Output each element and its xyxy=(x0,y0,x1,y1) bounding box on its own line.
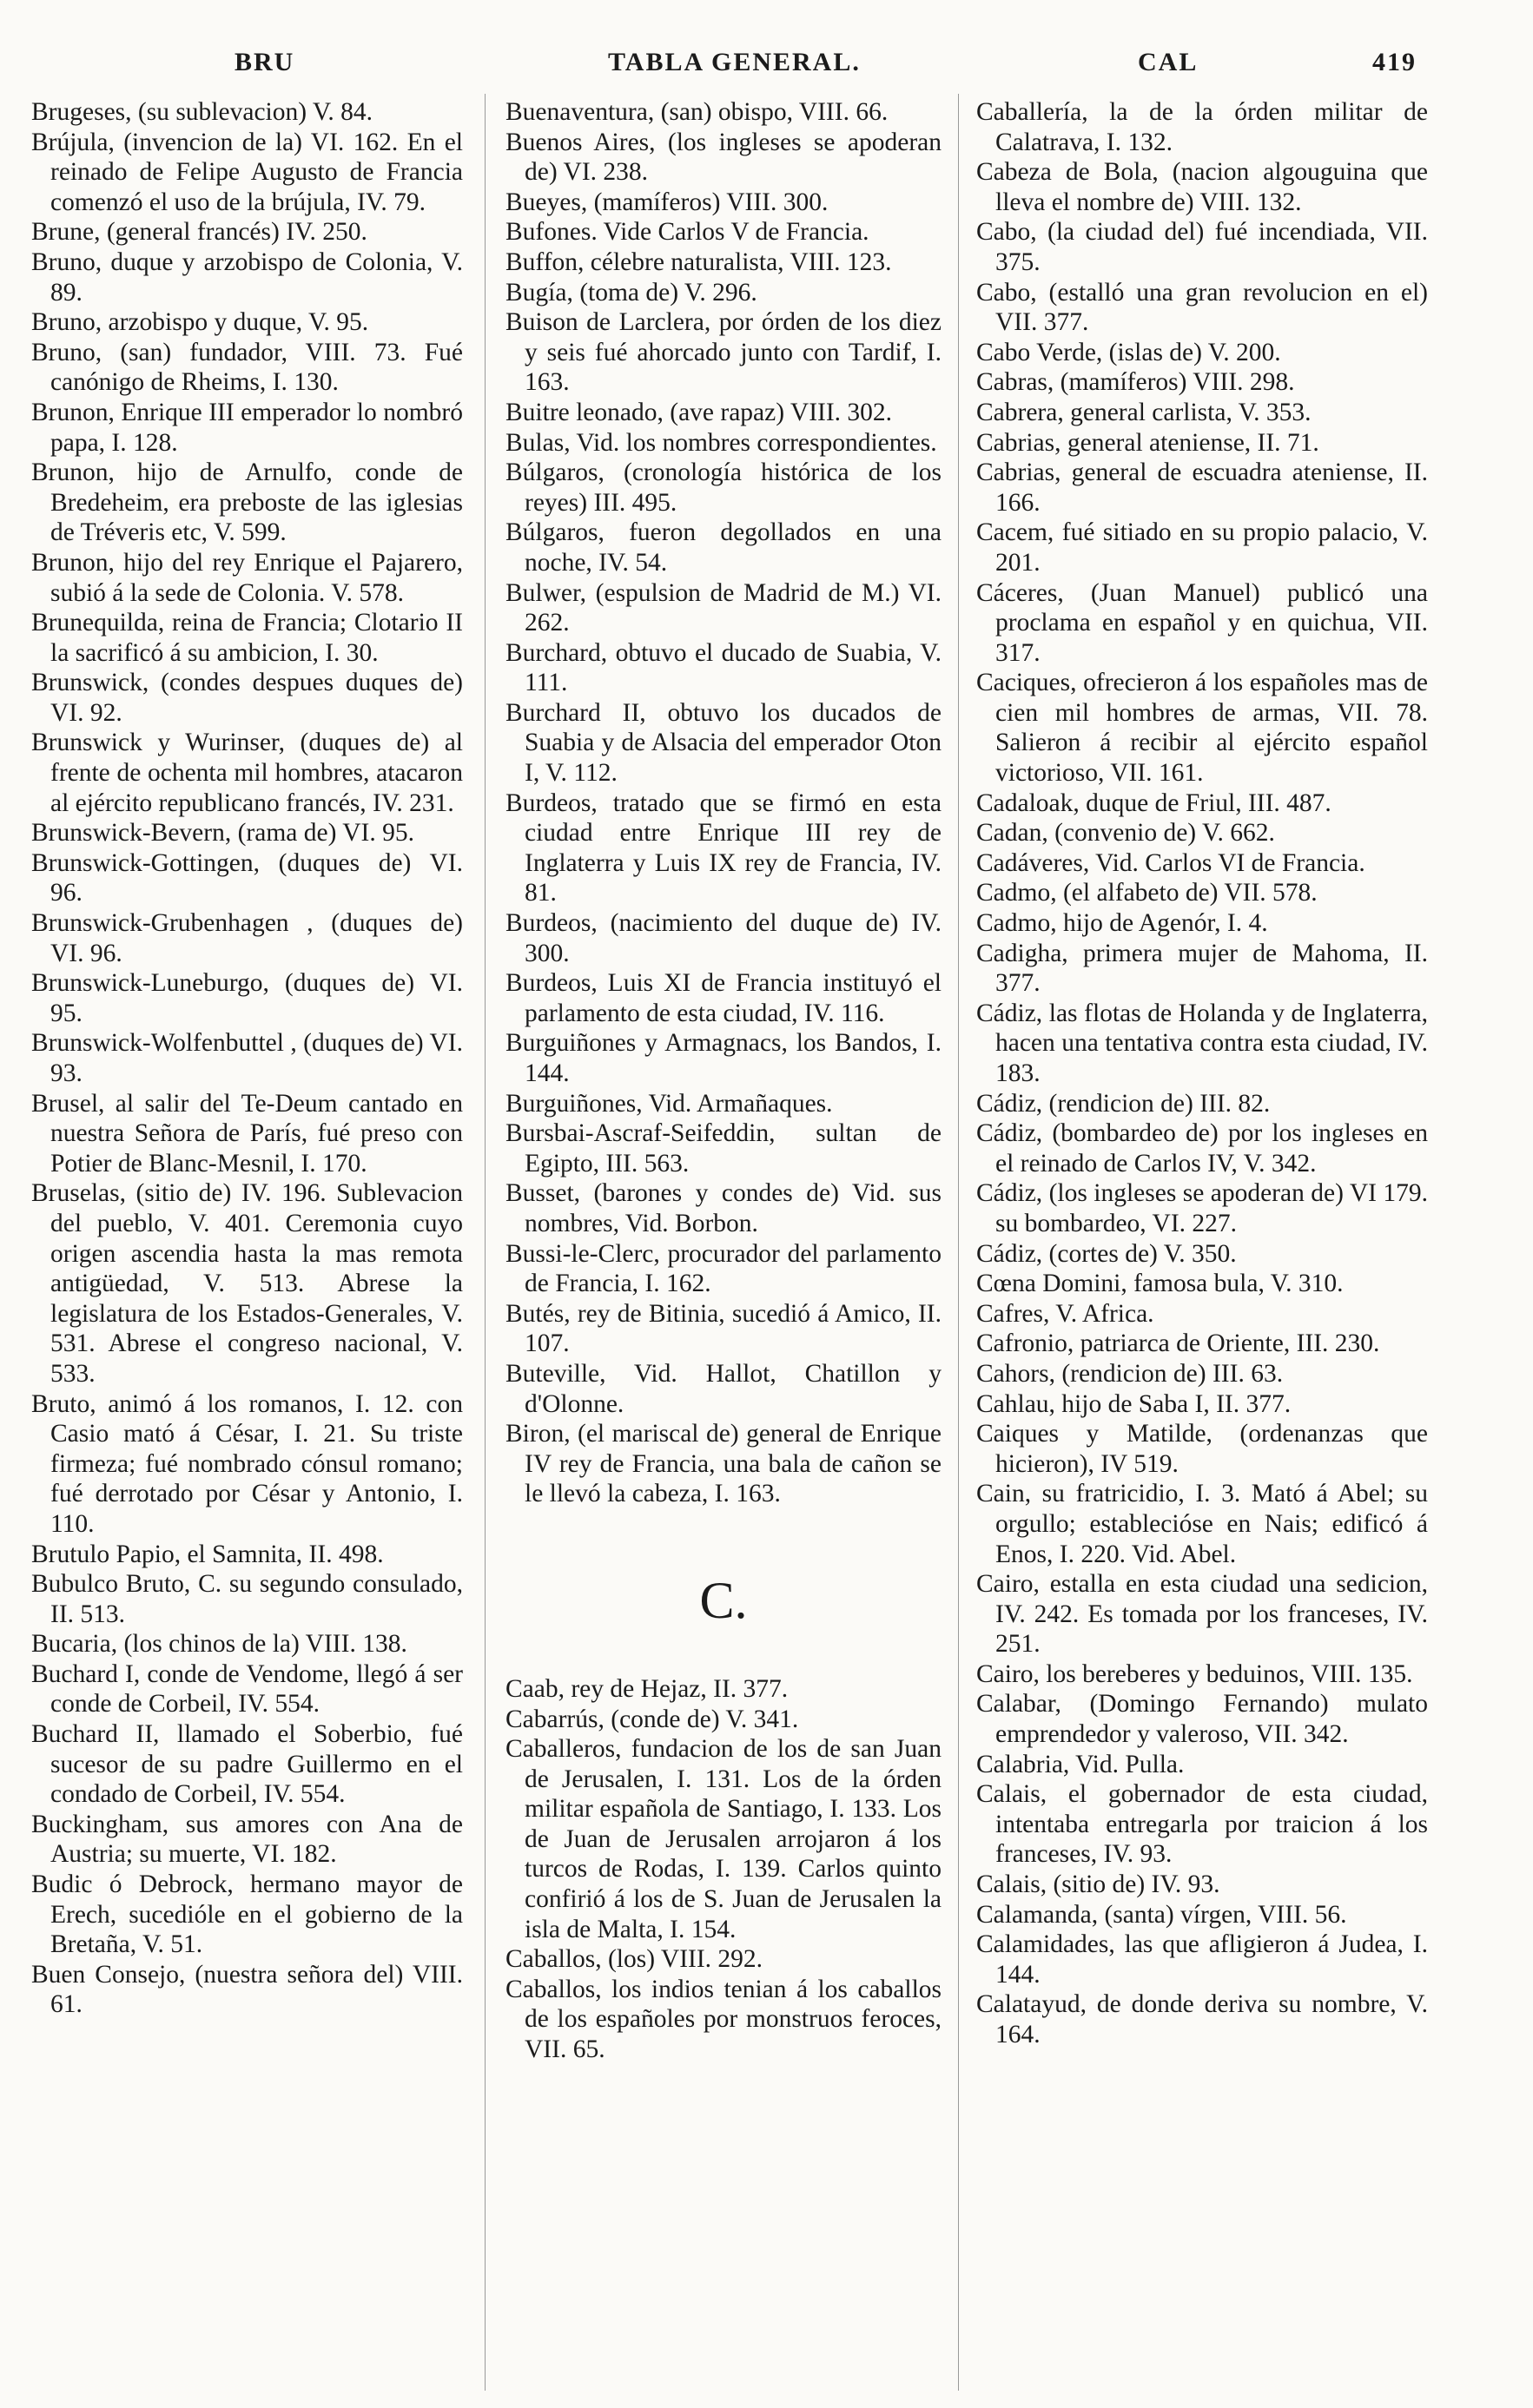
index-entry: Búlgaros, (cronología histórica de los reyes) III. 495. xyxy=(505,459,942,517)
index-entry: Cœna Domini, famosa bula, V. 310. xyxy=(976,1270,1344,1298)
index-entry: Bruto, animó á los romanos, I. 12. con Casio mató á César, I. 21. Su triste firmeza; fué nombrado cónsul romano; fué derrotado por César y Antonio, I. 110. xyxy=(31,1389,463,1538)
index-entry: Calatayud, de donde deriva su nombre, V. 164. xyxy=(976,1990,1428,2048)
index-entry: Buckingham, sus amores con Ana de Austria; su muerte, VI. 182. xyxy=(31,1810,463,1869)
column-divider xyxy=(485,94,486,2391)
index-entry: Brunon, hijo del rey Enrique el Pajarero, subió á la sede de Colonia. V. 578. xyxy=(31,548,463,607)
index-entry: Bulas, Vid. los nombres correspondientes. xyxy=(505,428,937,457)
index-entry: Burdeos, tratado que se firmó en esta ciudad entre Enrique III rey de Inglaterra y Luis IX rey de Francia, IV. 81. xyxy=(505,788,942,907)
index-entry: Caballería, la de la órden militar de Calatrava, I. 132. xyxy=(976,98,1428,156)
page-number: 419 xyxy=(1372,48,1417,76)
index-entry: Calamidades, las que afligieron á Judea, I. 144. xyxy=(976,1930,1428,1989)
index-entry: Cadan, (convenio de) V. 662. xyxy=(976,819,1275,848)
index-entry: Caab, rey de Hejaz, II. 377. xyxy=(505,1674,789,1703)
header-center: TABLA GENERAL. xyxy=(608,48,861,76)
index-entry: Brusel, al salir del Te-Deum cantado en nuestra Señora de París, fué preso con Potier de Blanc-Mesnil, I. 170. xyxy=(31,1089,463,1178)
column-2 xyxy=(505,97,942,2065)
index-entry: Cabrias, general de escuadra ateniense, II. 166. xyxy=(976,459,1428,517)
index-entry: Brune, (general francés) IV. 250. xyxy=(31,218,367,247)
index-entry: Calais, el gobernador de esta ciudad, intentaba entregarla por traicion á los franceses, IV. 93. xyxy=(976,1780,1428,1869)
index-entry: Bugía, (toma de) V. 296. xyxy=(505,278,757,307)
index-entry: Cáceres, (Juan Manuel) publicó una proclama en español y en quichua, VII. 317. xyxy=(976,578,1428,667)
index-entry: Brutulo Papio, el Samnita, II. 498. xyxy=(31,1540,384,1568)
section-letter: C. xyxy=(699,1571,748,1629)
column-1 xyxy=(31,97,463,2020)
index-entry: Burdeos, (nacimiento del duque de) IV. 300. xyxy=(505,909,942,967)
index-entry: Burchard II, obtuvo los ducados de Suabia y de Alsacia del emperador Oton I, V. 112. xyxy=(505,698,942,788)
index-entry: Busset, (barones y condes de) Vid. sus nombres, Vid. Borbon. xyxy=(505,1179,942,1237)
index-entry: Bubulco Bruto, C. su segundo consulado, II. 513. xyxy=(31,1570,463,1628)
index-entry: Cabrera, general carlista, V. 353. xyxy=(976,398,1312,426)
index-entry: Bufones. Vide Carlos V de Francia. xyxy=(505,218,869,247)
index-entry: Cadmo, hijo de Agenór, I. 4. xyxy=(976,909,1268,938)
index-entry: Buchard I, conde de Vendome, llegó á ser conde de Corbeil, IV. 554. xyxy=(31,1659,463,1719)
index-entry: Biron, (el mariscal de) general de Enrique IV rey de Francia, una bala de cañon se le llevó la cabeza, I. 163. xyxy=(505,1420,942,1508)
index-entry: Brunswick, (condes despues duques de) VI. 92. xyxy=(31,669,463,727)
index-entry: Cabo Verde, (islas de) V. 200. xyxy=(976,338,1281,366)
index-entry: Cafronio, patriarca de Oriente, III. 230. xyxy=(976,1329,1380,1358)
index-entry: Cahors, (rendicion de) III. 63. xyxy=(976,1359,1284,1388)
index-entry: Brunswick-Grubenhagen , (duques de) VI. 96. xyxy=(31,909,463,967)
index-entry: Cádiz, (bombardeo de) por los ingleses en el reinado de Carlos IV, V. 342. xyxy=(976,1119,1428,1178)
index-entry: Cadmo, (el alfabeto de) VII. 578. xyxy=(976,879,1318,907)
index-entry: Calamanda, (santa) vírgen, VIII. 56. xyxy=(976,1900,1347,1929)
index-entry: Bulwer, (espulsion de Madrid de M.) VI. 262. xyxy=(505,578,942,637)
index-entry: Brunswick-Luneburgo, (duques de) VI. 95. xyxy=(31,969,463,1027)
index-entry: Cain, su fratricidio, I. 3. Mató á Abel; su orgullo; establecióse en Nais; edificó á Enos, I. 220. Vid. Abel. xyxy=(976,1480,1428,1568)
index-entry: Cádiz, (rendicion de) III. 82. xyxy=(976,1089,1271,1118)
index-entry: Cabo, (estalló una gran revolucion en el) VII. 377. xyxy=(976,278,1428,337)
index-entry: Cádiz, las flotas de Holanda y de Inglaterra, hacen una tentativa contra esta ciudad, IV. 183. xyxy=(976,999,1428,1087)
index-entry: Buchard II, llamado el Soberbio, fué sucesor de su padre Guillermo en el condado de Corbeil, IV. 554. xyxy=(31,1720,463,1809)
index-entry: Burdeos, Luis XI de Francia instituyó el parlamento de esta ciudad, IV. 116. xyxy=(505,969,942,1027)
index-entry: Cadaloak, duque de Friul, III. 487. xyxy=(976,788,1331,817)
index-entry: Caciques, ofrecieron á los españoles mas de cien mil hombres de armas, VII. 78. Salieron á recibir al ejército español victorioso, VII. 161. xyxy=(976,669,1428,788)
index-entry: Buenos Aires, (los ingleses se apoderan de) VI. 238. xyxy=(505,128,942,187)
index-entry: Cabo, (la ciudad del) fué incendiada, VII. 375. xyxy=(976,218,1428,276)
index-entry: Buffon, célebre naturalista, VIII. 123. xyxy=(505,247,892,276)
index-entry: Caballos, los indios tenian á los caballos de los españoles por monstruos feroces, VII. 65. xyxy=(505,1975,942,2064)
index-entry: Cafres, V. Africa. xyxy=(976,1299,1154,1328)
index-entry: Cabarrús, (conde de) V. 341. xyxy=(505,1705,799,1733)
index-entry: Cádiz, (cortes de) V. 350. xyxy=(976,1239,1237,1268)
index-entry: Burguiñones, Vid. Armañaques. xyxy=(505,1089,833,1118)
index-entry: Bruno, arzobispo y duque, V. 95. xyxy=(31,308,369,337)
index-entry: Bussi-le-Clerc, procurador del parlamento de Francia, I. 162. xyxy=(505,1239,942,1298)
index-entry: Buitre leonado, (ave rapaz) VIII. 302. xyxy=(505,398,893,426)
page-header xyxy=(0,48,1533,100)
index-entry: Buison de Larclera, por órden de los diez y seis fué ahorcado junto con Tardif, I. 163. xyxy=(505,308,942,397)
index-entry: Buen Consejo, (nuestra señora del) VIII. 61. xyxy=(31,1960,463,2019)
index-entry: Cabrias, general ateniense, II. 71. xyxy=(976,428,1319,457)
index-entry: Cadigha, primera mujer de Mahoma, II. 377. xyxy=(976,939,1428,998)
index-entry: Caballeros, fundacion de los de san Juan de Jerusalen, I. 131. Los de la órden militar española de Santiago, I. 133. Los de Juan de Jerusalen arrojaron á los turcos de Rodas, I. 139. Carlos quinto confirió á los de S. Juan de Jerusalen la isla de Malta, I. 154. xyxy=(505,1735,942,1943)
index-entry: Buenaventura, (san) obispo, VIII. 66. xyxy=(505,98,889,126)
index-entry: Cahlau, hijo de Saba I, II. 377. xyxy=(976,1389,1292,1418)
index-entry: Calabria, Vid. Pulla. xyxy=(976,1750,1185,1778)
header-left: BRU xyxy=(235,48,295,76)
index-entry: Budic ó Debrock, hermano mayor de Erech, sucedióle en el gobierno de la Bretaña, V. 51. xyxy=(31,1870,463,1959)
index-entry: Búlgaros, fueron degollados en una noche, IV. 54. xyxy=(505,518,942,577)
index-entry: Bursbai-Ascraf-Seifeddin, sultan de Egipto, III. 563. xyxy=(505,1119,942,1178)
index-entry: Cádiz, (los ingleses se apoderan de) VI 179. su bombardeo, VI. 227. xyxy=(976,1179,1428,1237)
column-3 xyxy=(976,97,1428,2050)
index-entry: Burchard, obtuvo el ducado de Suabia, V. 111. xyxy=(505,638,942,697)
index-entry: Caiques y Matilde, (ordenanzas que hicieron), IV 519. xyxy=(976,1420,1428,1478)
index-entry: Cabras, (mamíferos) VIII. 298. xyxy=(976,368,1295,397)
index-entry: Calais, (sitio de) IV. 93. xyxy=(976,1870,1220,1899)
index-entry: Brunon, Enrique III emperador lo nombró papa, I. 128. xyxy=(31,398,463,457)
index-entry: Cacem, fué sitiado en su propio palacio, V. 201. xyxy=(976,518,1428,577)
index-entry: Caballos, (los) VIII. 292. xyxy=(505,1945,763,1974)
index-entry: Bruno, (san) fundador, VIII. 73. Fué canónigo de Rheims, I. 130. xyxy=(31,338,463,397)
index-entry: Brunon, hijo de Arnulfo, conde de Bredeheim, era preboste de las iglesias de Tréveris etc, V. 599. xyxy=(31,459,463,547)
header-right: CAL xyxy=(1138,48,1199,76)
column-divider xyxy=(958,94,959,2391)
index-entry: Cairo, los bereberes y beduinos, VIII. 135. xyxy=(976,1659,1413,1688)
index-entry: Bucaria, (los chinos de la) VIII. 138. xyxy=(31,1630,407,1659)
index-entry: Cabeza de Bola, (nacion algouguina que lleva el nombre de) VIII. 132. xyxy=(976,158,1428,216)
index-entry: Brújula, (invencion de la) VI. 162. En el reinado de Felipe Augusto de Francia comenzó el uso de la brújula, IV. 79. xyxy=(31,128,463,216)
index-entry: Brunswick-Bevern, (rama de) VI. 95. xyxy=(31,819,415,848)
index-entry: Bueyes, (mamíferos) VIII. 300. xyxy=(505,188,829,216)
index-entry: Cadáveres, Vid. Carlos VI de Francia. xyxy=(976,848,1365,877)
index-entry: Brunswick y Wurinser, (duques de) al frente de ochenta mil hombres, atacaron al ejército republicano francés, IV. 231. xyxy=(31,729,463,817)
index-entry: Calabar, (Domingo Fernando) mulato emprendedor y valeroso, VII. 342. xyxy=(976,1690,1428,1749)
index-entry: Brunswick-Gottingen, (duques de) VI. 96. xyxy=(31,848,463,907)
index-entry: Burguiñones y Armagnacs, los Bandos, I. 144. xyxy=(505,1029,942,1087)
index-entry: Brunequilda, reina de Francia; Clotario II la sacrificó á su ambicion, I. 30. xyxy=(31,609,463,667)
index-entry: Brunswick-Wolfenbuttel , (duques de) VI. 93. xyxy=(31,1029,463,1087)
index-entry: Brugeses, (su sublevacion) V. 84. xyxy=(31,98,373,126)
index-entry: Cairo, estalla en esta ciudad una sedicion, IV. 242. Es tomada por los franceses, IV. 251. xyxy=(976,1570,1428,1659)
index-entry: Bruno, duque y arzobispo de Colonia, V. 89. xyxy=(31,247,463,307)
index-entry: Bruselas, (sitio de) IV. 196. Sublevacion del pueblo, V. 401. Ceremonia cuyo origen ascendia hasta la mas remota antigüedad, V. 513. Abrese la legislatura de los Estados-Generales, V. 531. Abrese el congreso nacional, V. 533. xyxy=(31,1179,463,1388)
index-entry: Buteville, Vid. Hallot, Chatillon y d'Olonne. xyxy=(505,1359,942,1418)
index-entry: Butés, rey de Bitinia, sucedió á Amico, II. 107. xyxy=(505,1299,942,1358)
